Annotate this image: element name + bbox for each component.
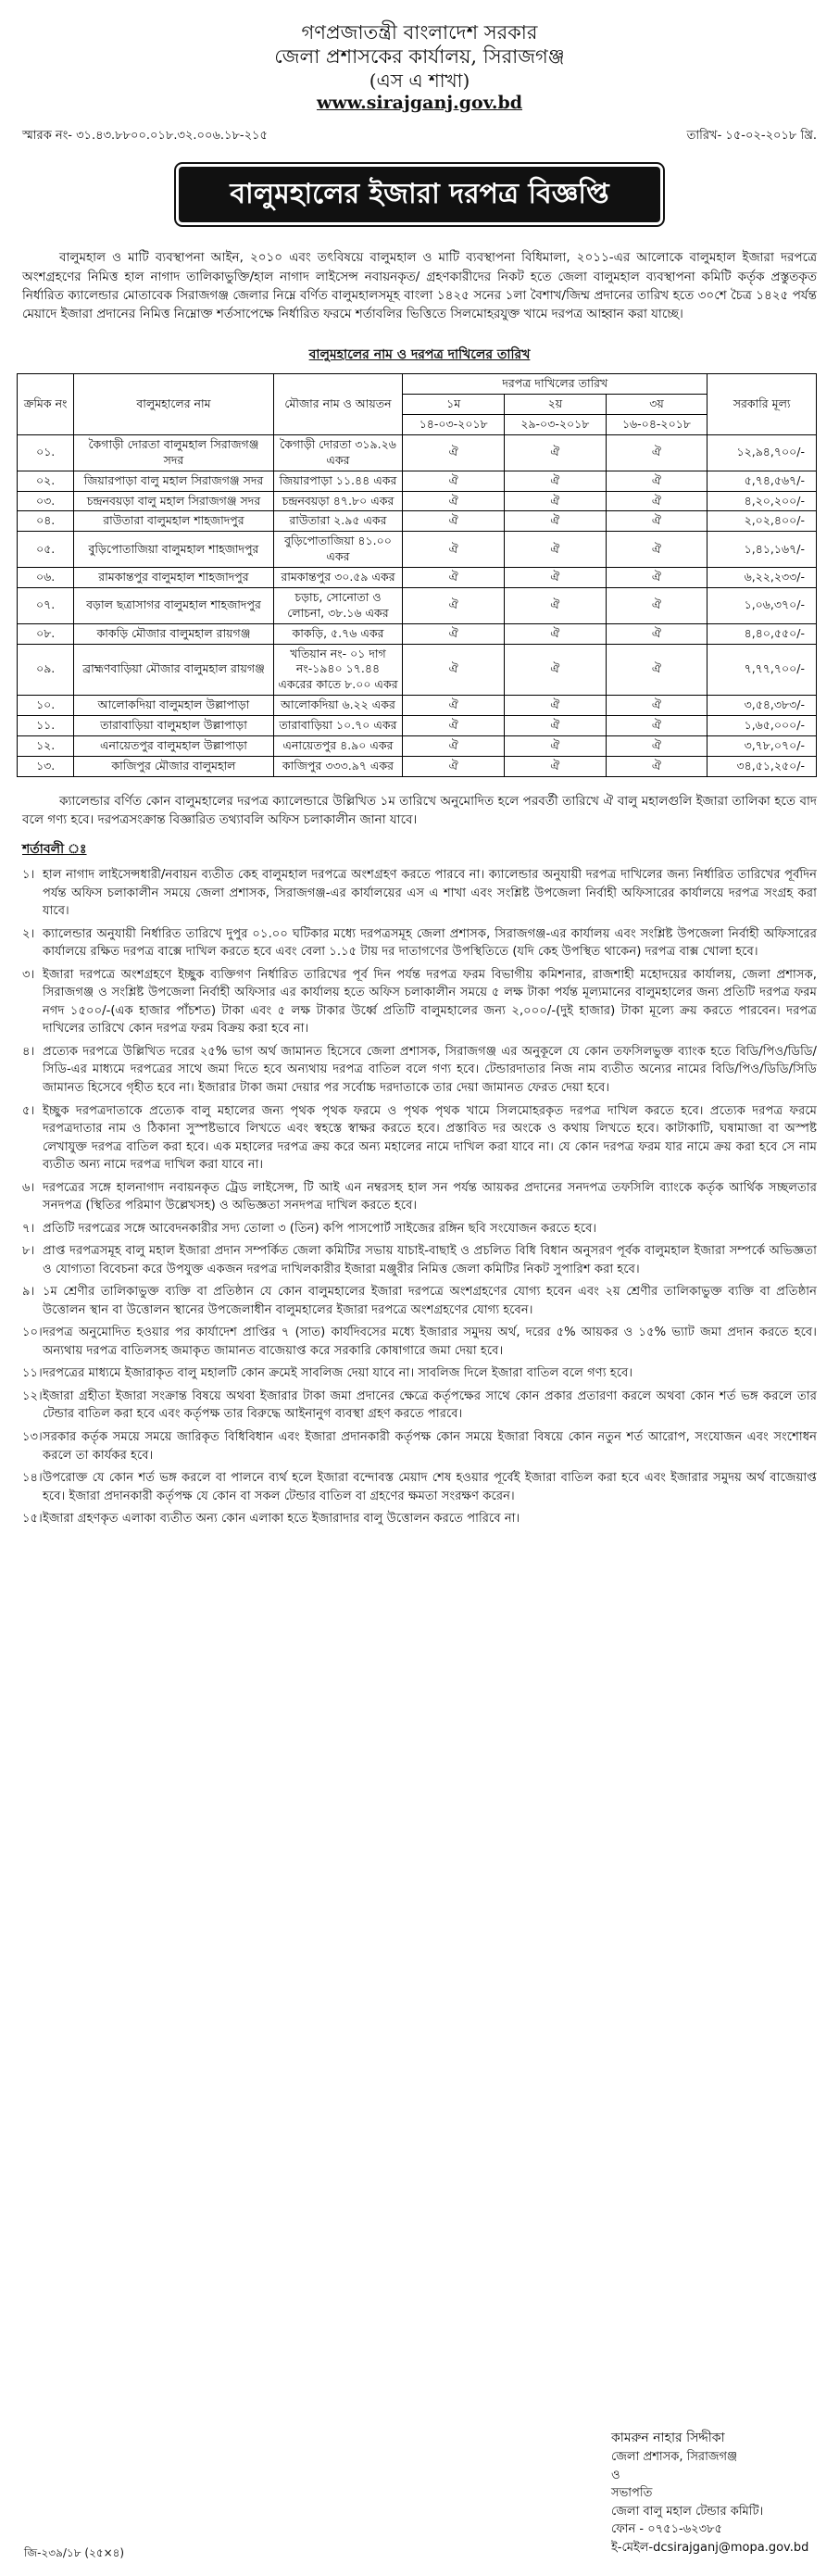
- cell-serial: ০১.: [18, 434, 74, 471]
- condition-text: ইজারা গ্রহণকৃত এলাকা ব্যতীত অন্য কোন এলাকা হতে ইজারাদার বালু উত্তোলন করতে পারিবে না।: [43, 1512, 520, 1527]
- signatory-email[interactable]: ই-মেইল-dcsirajganj@mopa.gov.bd: [611, 2540, 809, 2555]
- sand-quarry-table: [17, 373, 817, 776]
- cell-date1: ঐ: [403, 532, 505, 568]
- condition-item: [22, 1510, 817, 1528]
- cell-date3: ঐ: [606, 511, 708, 532]
- cell-price: ৩৪,৫১,২৫০/-: [708, 756, 817, 776]
- cell-price: ১,৬৫,০০০/-: [708, 716, 817, 736]
- condition-number: ৩।: [22, 967, 35, 982]
- condition-number: ১২।: [22, 1389, 43, 1403]
- signatory-title1: জেলা প্রশাসক, সিরাজগঞ্জ: [611, 2450, 738, 2464]
- cell-name: বুড়িপোতাজিয়া বালুমহাল শাহজাদপুর: [74, 532, 273, 568]
- office-title: জেলা প্রশাসকের কার্যালয়, সিরাজগঞ্জ: [274, 45, 565, 69]
- cell-mouza: বুড়িপোতাজিয়া ৪১.০০ একর: [273, 532, 403, 568]
- condition-number: ৬।: [22, 1180, 35, 1195]
- cell-price: ৪,৪০,৫৫০/-: [708, 623, 817, 644]
- cell-price: ৭,৭৭,৭০০/-: [708, 644, 817, 696]
- cell-date2: ঐ: [505, 644, 607, 696]
- table-row: [18, 434, 817, 471]
- cell-date2: ঐ: [505, 532, 607, 568]
- cell-mouza: খতিয়ান নং- ০১ দাগ নং-১৯৪০ ১৭.৪৪ একরের কাতে ৮.০০ একর: [273, 644, 403, 696]
- after-table-note: ক্যালেন্ডার বর্ণিত কোন বালুমহালের দরপত্র ক্যালেন্ডারে উল্লিখিত ১ম তারিখে অনুমোদিত হলে পরবর্তী তারিখে ঐ বালু মহালগুলি ইজারা তালিকা হতে বাদ বলে গণ্য হবে। দরপত্রসংক্রান্ত বিজ্ঞারিত তথ্যাবলি অফিস চলাকালীন জানা যাবে।: [22, 793, 817, 827]
- header-d3: ৩য়: [606, 395, 708, 415]
- header-d2-date: ২৯-০৩-২০১৮: [505, 415, 607, 435]
- condition-number: ১৪।: [22, 1471, 43, 1486]
- cell-date1: ঐ: [403, 644, 505, 696]
- cell-serial: ১২.: [18, 735, 74, 756]
- table-title: বালুমহালের নাম ও দরপত্র দাখিলের তারিখ: [308, 347, 531, 363]
- table-row: [18, 735, 817, 756]
- table-row: [18, 568, 817, 588]
- condition-number: ৫।: [22, 1103, 35, 1118]
- header-mouza: মৌজার নাম ও আয়তন: [273, 374, 403, 435]
- cell-mouza: চড়াচ, সোনোতা ও লোচনা, ৩৮.১৬ একর: [273, 587, 403, 623]
- cell-date3: ঐ: [606, 644, 708, 696]
- cell-mouza: এনায়েতপুর ৪.৯০ একর: [273, 735, 403, 756]
- condition-text: দরপত্র অনুমোদিত হওয়ার পর কার্যাদেশ প্রাপ্তির ৭ (সাত) কার্যদিবসের মধ্যে ইজারার সমুদয় অর্থ, দরের ৫% আয়কর ও ১৫% ভ্যাট জমা প্রদান করতে হবে। অন্যথায় দরপত্র বাতিলসহ জমাকৃত জামানত বাজেয়াপ্ত করে সরকারি কোষাগারে জমা দেয়া হবে।: [43, 1326, 817, 1358]
- condition-item: [22, 1283, 817, 1319]
- cell-date1: ঐ: [403, 623, 505, 644]
- cell-date3: ঐ: [606, 716, 708, 736]
- cell-date2: ঐ: [505, 491, 607, 511]
- table-row: [18, 716, 817, 736]
- cell-serial: ০৯.: [18, 644, 74, 696]
- cell-date2: ঐ: [505, 623, 607, 644]
- cell-name: জিয়ারপাড়া বালু মহাল সিরাজগঞ্জ সদর: [74, 471, 273, 491]
- cell-mouza: রাউতারা ২.৯৫ একর: [273, 511, 403, 532]
- cell-date2: ঐ: [505, 756, 607, 776]
- header-price: সরকারি মূল্য: [708, 374, 817, 435]
- condition-number: ১০।: [22, 1326, 43, 1340]
- condition-number: ৮।: [22, 1244, 35, 1259]
- condition-number: ৭।: [22, 1221, 35, 1236]
- condition-item: [22, 1043, 817, 1098]
- condition-number: ২।: [22, 926, 35, 941]
- cell-date3: ঐ: [606, 756, 708, 776]
- condition-text: ইজারা গ্রহীতা ইজারা সংক্রান্ত বিষয়ে অথবা ইজারার টাকা জমা প্রদানের ক্ষেত্রে কর্তৃপক্ষের সাথে কোন প্রকার প্রতারণা করলে অথবা কোন শর্ত ভঙ্গ করলে তার টেন্ডার বাতিল করা হবে এবং কর্তৃপক্ষ তার বিরুদ্ধে আইনানুগ ব্যবস্থা গ্রহণ করতে পারবে।: [43, 1389, 817, 1422]
- cell-date3: ঐ: [606, 587, 708, 623]
- cell-date1: ঐ: [403, 491, 505, 511]
- table-row: [18, 532, 817, 568]
- header-d2: ২য়: [505, 395, 607, 415]
- signature-block: [611, 2429, 808, 2557]
- cell-date2: ঐ: [505, 434, 607, 471]
- condition-item: [22, 1469, 817, 1505]
- cell-date3: ঐ: [606, 696, 708, 716]
- cell-date3: ঐ: [606, 434, 708, 471]
- cell-date1: ঐ: [403, 434, 505, 471]
- cell-date1: ঐ: [403, 696, 505, 716]
- header: [17, 20, 822, 114]
- cell-name: কাজিপুর মৌজার বালুমহাল: [74, 756, 273, 776]
- reference-row: [22, 127, 817, 146]
- cell-mouza: তারাবাড়িয়া ১০.৭০ একর: [273, 716, 403, 736]
- header-serial: ক্রমিক নং: [18, 374, 74, 435]
- cell-serial: ০৫.: [18, 532, 74, 568]
- cell-date3: ঐ: [606, 532, 708, 568]
- cell-date3: ঐ: [606, 568, 708, 588]
- cell-name: বড়াল ছত্রাসাগর বালুমহাল শাহজাদপুর: [74, 587, 273, 623]
- condition-text: দরপত্রের সঙ্গে হালনাগাদ নবায়নকৃত ট্রেড লাইসেন্স, টি আই এন নম্বরসহ হাল সন পর্যন্ত আয়কর প্রদানের সনদপত্র তফসিলি ব্যাংকে কর্তৃক আর্থিক সচ্ছলতার সনদপত্র (স্থিতির পরিমাণ উল্লেখসহ) ও অভিজ্ঞতা সনদপত্র দাখিল করতে হবে।: [43, 1180, 817, 1213]
- condition-text: প্রতিটি দরপত্রের সঙ্গে আবেদনকারীর সদ্য তোলা ৩ (তিন) কপি পাসপোর্ট সাইজের রঙ্গিন ছবি সংযোজন করতে হবে।: [43, 1221, 597, 1236]
- cell-date2: ঐ: [505, 511, 607, 532]
- cell-serial: ০২.: [18, 471, 74, 491]
- condition-text: হাল নাগাদ লাইসেন্সধারী/নবায়ন ব্যতীত কেহ বালুমহাল দরপত্রে অংশগ্রহণ করতে পারবে না। ক্যালেন্ডার অনুযায়ী দরপত্র দাখিলের জন্য নির্ধারিত তারিখের পূর্বদিন পর্যন্ত অফিস চলাকালীন সময়ে জেলা প্রশাসক, সিরাজগঞ্জ-এর কার্যালয়ের এস এ শাখা এবং সংশ্লিষ্ট উপজেলা নির্বাহী অফিসারের কার্যালয়ে দরপত্র সংগ্রহ করা যাবে।: [43, 868, 817, 919]
- condition-text: প্রাপ্ত দরপত্রসমূহ বালু মহাল ইজারা প্রদান সম্পর্কিত জেলা কমিটির সভায় যাচাই-বাছাই ও প্রচলিত বিধি বিধান অনুসরণ পূর্বক বালুমহাল ইজারা সম্পর্কে অভিজ্ঞতা ও যোগ্যতা বিবেচনা করে উপযুক্ত একজন দরপত্র দাখিলকারীর ইজারা মঞ্জুরীর নিমিত্ত জেলা কমিটির নিকট সুপারিশ করা হবে।: [43, 1244, 817, 1276]
- cell-date3: ঐ: [606, 623, 708, 644]
- cell-date2: ঐ: [505, 471, 607, 491]
- branch-title: (এস এ শাখা): [369, 69, 470, 92]
- table-row: [18, 491, 817, 511]
- cell-date1: ঐ: [403, 568, 505, 588]
- cell-serial: ১৩.: [18, 756, 74, 776]
- condition-item: [22, 1388, 817, 1424]
- cell-serial: ০৩.: [18, 491, 74, 511]
- cell-mouza: আলোকদিয়া ৬.২২ একর: [273, 696, 403, 716]
- cell-serial: ০৬.: [18, 568, 74, 588]
- cell-serial: ১০.: [18, 696, 74, 716]
- footer-reference: জি-২৩৯/১৮ (২৫×৪): [24, 2546, 125, 2559]
- signatory-phone: ফোন - ০৭৫১-৬২৩৮৫: [611, 2522, 722, 2536]
- cell-date2: ঐ: [505, 716, 607, 736]
- cell-price: ৬,২২,২৩৩/-: [708, 568, 817, 588]
- condition-number: ১।: [22, 868, 35, 883]
- table-row: [18, 471, 817, 491]
- cell-price: ১,০৬,৩৭০/-: [708, 587, 817, 623]
- cell-date2: ঐ: [505, 568, 607, 588]
- table-row: [18, 756, 817, 776]
- cell-price: ৪,২০,২০০/-: [708, 491, 817, 511]
- notice-banner: বালুমহালের ইজারা দরপত্র বিজ্ঞপ্তি: [179, 167, 660, 222]
- header-d1: ১ম: [403, 395, 505, 415]
- cell-name: আলোকদিয়া বালুমহাল উল্লাপাড়া: [74, 696, 273, 716]
- cell-date1: ঐ: [403, 756, 505, 776]
- cell-serial: ০৪.: [18, 511, 74, 532]
- cell-name: ব্রাহ্মণবাড়িয়া মৌজার বালুমহাল রায়গঞ্জ: [74, 644, 273, 696]
- cell-name: কৈগাড়ী দোরতা বালুমহাল সিরাজগঞ্জ সদর: [74, 434, 273, 471]
- table-row: [18, 696, 817, 716]
- cell-date1: ঐ: [403, 716, 505, 736]
- condition-text: প্রত্যেক দরপত্রে উল্লিখিত দরের ২৫% ভাগ অর্থ জামানত হিসেবে জেলা প্রশাসক, সিরাজগঞ্জ এর অনুকূলে যে কোন তফসিলভুক্ত ব্যাংক হতে বিডি/পিও/ডিডি/সিডি-এর মাধ্যমে দরপত্রের সাথে জমা দিতে হবে অন্যথায় দরপত্র বাতিল বলে গণ্য হবে। টেন্ডারদাতার নিজ নাম ব্যতীত অন্যের নামের বিডি/পিও/ডিডি/সিডি জামানত হিসেবে গৃহীত হবে না। ইজারার টাকা জমা দেয়ার পর সর্বোচ্চ দরদাতাকে তার দেয়া জামানত ফেরত দেয়া হবে।: [43, 1044, 817, 1095]
- cell-mouza: কাজিপুর ৩৩৩.৯৭ একর: [273, 756, 403, 776]
- condition-item: [22, 1428, 817, 1464]
- header-d1-date: ১৪-০৩-২০১৮: [403, 415, 505, 435]
- cell-serial: ০৮.: [18, 623, 74, 644]
- condition-number: ৯।: [22, 1285, 35, 1300]
- condition-item: [22, 1102, 817, 1175]
- cell-price: ১,৪১,১৬৭/-: [708, 532, 817, 568]
- cell-name: চন্দ্রনবয়ড়া বালু মহাল সিরাজগঞ্জ সদর: [74, 491, 273, 511]
- cell-price: ১২,৯৪,৭০০/-: [708, 434, 817, 471]
- condition-text: ইচ্ছুক দরপত্রদাতাকে প্রত্যেক বালু মহালের জন্য পৃথক পৃথক ফরমে ও পৃথক পৃথক খামে সিলমোহরকৃত দরপত্র দাখিল করতে হবে। প্রত্যেক দরপত্র ফরমে দরপত্রদাতার নাম ও ঠিকানা সুস্পষ্টভাবে লিখতে এবং স্বহস্তে স্বাক্ষর করতে হবে। প্রস্তাবিত দর অংকে ও কথায় লিখতে হবে। কাটাকাটি, ঘষামাজা বা অস্পষ্ট লেখাযুক্ত দরপত্র বাতিল করা হবে। এক মহালের দরপত্র ক্রয় করে অন্য মহালের নামে দাখিল করা যাবে না। যে কোন দরপত্র ফরম যার নামে ক্রয় করা হবে সে নাম ব্যতীত অন্য নামে দরপত্র দাখিল করা যাবে না।: [43, 1103, 817, 1173]
- cell-date1: ঐ: [403, 587, 505, 623]
- condition-text: ক্যালেন্ডার অনুযায়ী নির্ধারিত তারিখে দুপুর ০১.০০ ঘটিকার মধ্যে দরপত্রসমূহ জেলা প্রশাসক, সিরাজগঞ্জ-এর কার্যালয় এবং সংশ্লিষ্ট উপজেলা নির্বাহী অফিসারের কার্যালয়ে রক্ষিত দরপত্র বাক্সে দাখিল করতে হবে এবং বেলা ১.১৫ টায় দর দাতাগণের উপস্থিতিতে (যদি কেহ উপস্থিত থাকেন) দরপত্র বাক্স খোলা হবে।: [43, 926, 817, 960]
- header-name: বালুমহালের নাম: [74, 374, 273, 435]
- cell-serial: ১১.: [18, 716, 74, 736]
- cell-price: ৫,৭৪,৫৬৭/-: [708, 471, 817, 491]
- cell-date2: ঐ: [505, 696, 607, 716]
- cell-name: রাউতারা বালুমহাল শাহজাদপুর: [74, 511, 273, 532]
- signatory-and: ও: [611, 2468, 620, 2482]
- cell-name: এনায়েতপুর বালুমহাল উল্লাপাড়া: [74, 735, 273, 756]
- condition-text: দরপত্রের মাধ্যমে ইজারাকৃত বালু মহালটি কোন ক্রমেই সাবলিজ দেয়া যাবে না। সাবলিজ দিলে ইজারা বাতিল বলে গণ্য হবে।: [43, 1366, 633, 1381]
- header-dates-group: দরপত্র দাখিলের তারিখ: [403, 374, 708, 395]
- cell-name: রামকান্তপুর বালুমহাল শাহজাদপুর: [74, 568, 273, 588]
- header-d3-date: ১৬-০৪-২০১৮: [606, 415, 708, 435]
- condition-item: [22, 1242, 817, 1278]
- signatory-name: কামরুন নাহার সিদ্দীকা: [611, 2431, 725, 2445]
- condition-item: [22, 1220, 817, 1238]
- cell-date3: ঐ: [606, 491, 708, 511]
- cell-date1: ঐ: [403, 471, 505, 491]
- website-link[interactable]: www.sirajganj.gov.bd: [316, 92, 523, 113]
- condition-number: ১৩।: [22, 1430, 43, 1444]
- condition-item: [22, 1324, 817, 1360]
- cell-price: ৩,৭৮,০৭০/-: [708, 735, 817, 756]
- condition-text: উপরোক্ত যে কোন শর্ত ভঙ্গ করলে বা পালনে ব্যর্থ হলে ইজারা বন্দোবস্ত মেয়াদ শেষ হওয়ার পূর্বেই ইজারা বাতিল করা হবে এবং ইজারার সমুদয় অর্থ বাজেয়াপ্ত হবে। ইজারা প্রদানকারী কর্তৃপক্ষ যে কোন বা সকল টেন্ডার বাতিল বা গ্রহণের ক্ষমতা সংরক্ষণ করেন।: [43, 1471, 817, 1503]
- condition-item: [22, 966, 817, 1038]
- table-body: [18, 434, 817, 776]
- signatory-title3: জেলা বালু মহাল টেন্ডার কমিটি।: [611, 2504, 764, 2519]
- govt-title: গণপ্রজাতন্ত্রী বাংলাদেশ সরকার: [301, 21, 538, 44]
- cell-date1: ঐ: [403, 511, 505, 532]
- cell-mouza: চন্দ্রনবয়ড়া ৪৭.৮০ একর: [273, 491, 403, 511]
- cell-mouza: রামকান্তপুর ৩০.৫৯ একর: [273, 568, 403, 588]
- cell-date3: ঐ: [606, 471, 708, 491]
- cell-mouza: কাকড়ি, ৫.৭৬ একর: [273, 623, 403, 644]
- condition-item: [22, 866, 817, 921]
- cell-date3: ঐ: [606, 735, 708, 756]
- condition-item: [22, 1364, 817, 1383]
- condition-number: ১৫।: [22, 1512, 43, 1527]
- memo-number: স্মারক নং- ৩১.৪৩.৮৮০০.০১৮.৩২.০০৬.১৮-২১৫: [22, 129, 268, 144]
- cell-date1: ঐ: [403, 735, 505, 756]
- conditions-title: শর্তাবলী ঃ: [22, 842, 87, 858]
- intro-paragraph: বালুমহাল ও মাটি ব্যবস্থাপনা আইন, ২০১০ এবং তৎবিষয়ে বালুমহাল ও মাটি ব্যবস্থাপনা বিধিমালা, ২০১১-এর আলোকে বালুমহাল ইজারা দরপত্রে অংশগ্রহণের নিমিত্ত হাল নাগাদ তালিকাভুক্তি/হাল নাগাদ লাইসেন্স নবায়নকৃত/ গ্রহণকারীদের নিকট হতে জেলা বালুমহাল ব্যবস্থাপনা কমিটি কর্তৃক প্রস্তুতকৃত নির্ধারিত ক্যালেন্ডার মোতাবেক সিরাজগঞ্জ জেলার নিম্নে বর্ণিত বালুমহালসমূহ বাংলা ১৪২৫ সনের ১লা বৈশাখ/জিম্ম প্রদানের তারিখ হতে ৩০শে চৈত্র ১৪২৫ পর্যন্ত মেয়াদে ইজারা প্রদানের নিমিত্ত নিম্নোক্ত শর্তসাপেক্ষে নির্ধারিত ফরমে শর্তাবলির ভিত্তিতে সিলমোহরযুক্ত খামে দরপত্র আহ্বান করা যাচ্ছে।: [22, 250, 817, 321]
- cell-date2: ঐ: [505, 587, 607, 623]
- condition-item: [22, 925, 817, 961]
- table-row: [18, 623, 817, 644]
- cell-date2: ঐ: [505, 735, 607, 756]
- cell-name: কাকড়ি মৌজার বালুমহাল রায়গঞ্জ: [74, 623, 273, 644]
- condition-number: ১১।: [22, 1366, 43, 1381]
- cell-price: ২,০২,৪০০/-: [708, 511, 817, 532]
- table-row: [18, 511, 817, 532]
- condition-text: ১ম শ্রেণীর তালিকাভুক্ত ব্যক্তি বা প্রতিষ্ঠান যে কোন বালুমহালের ইজারা দরপত্রে অংশগ্রহণের যোগ্য হবেন এবং ২য় শ্রেণীর তালিকাভুক্ত ব্যক্তি বা প্রতিষ্ঠান উত্তোলন স্থান বা উত্তোলন স্থানের উপজেলাধীন বালুমহালের ইজারা দরপত্রে অংশগ্রহণের যোগ্য হবেন।: [43, 1285, 817, 1317]
- condition-item: [22, 1179, 817, 1215]
- table-row: [18, 587, 817, 623]
- memo-date: তারিখ- ১৫-০২-২০১৮ খ্রি.: [686, 129, 817, 144]
- cell-mouza: জিয়ারপাড়া ১১.৪৪ একর: [273, 471, 403, 491]
- cell-mouza: কৈগাড়ী দোরতা ৩১৯.২৬ একর: [273, 434, 403, 471]
- condition-text: সরকার কর্তৃক সময়ে সময়ে জারিকৃত বিধিবিধান এবং ইজারা প্রদানকারী কর্তৃপক্ষ কোন সময়ে ইজারা বিষয়ে কোন নতুন শর্ত আরোপ, সংযোজন এবং সংশোধন করলে তা কার্যকর হবে।: [43, 1430, 817, 1463]
- condition-number: ৪।: [22, 1044, 35, 1059]
- cell-name: তারাবাড়িয়া বালুমহাল উল্লাপাড়া: [74, 716, 273, 736]
- signatory-title2: সভাপতি: [611, 2486, 653, 2500]
- cell-price: ৩,৫৪,৩৮৩/-: [708, 696, 817, 716]
- conditions-list: [17, 866, 822, 1528]
- table-row: [18, 644, 817, 696]
- cell-serial: ০৭.: [18, 587, 74, 623]
- condition-text: ইজারা দরপত্রে অংশগ্রহণে ইচ্ছুক ব্যক্তিগণ নির্ধারিত তারিখের পূর্ব দিন পর্যন্ত দরপত্র ফরম বিভাগীয় কমিশনার, রাজশাহী মহোদয়ের কার্যালয়, জেলা প্রশাসক, সিরাজগঞ্জ ও সংশ্লিষ্ট উপজেলা নির্বাহী অফিসার এর কার্যালয় হতে অফিস চলাকালীন সময়ে ৫ লক্ষ টাকা পর্যন্ত মূল্যমানের বালুমহালের জন্য প্রতিটি দরপত্র ফরম নগদ ১৫০০/-(এক হাজার পাঁচশত) টাকা এবং ৫ লক্ষ টাকার উর্ধ্বে প্রতিটি বালুমহালের জন্য ২,০০০/-(দুই হাজার) টাকা মূল্যে ক্রয় করতে পারবেন। দরপত্র দাখিলের তারিখে কোন দরপত্র ফরম বিক্রয় করা হবে না।: [43, 967, 817, 1037]
